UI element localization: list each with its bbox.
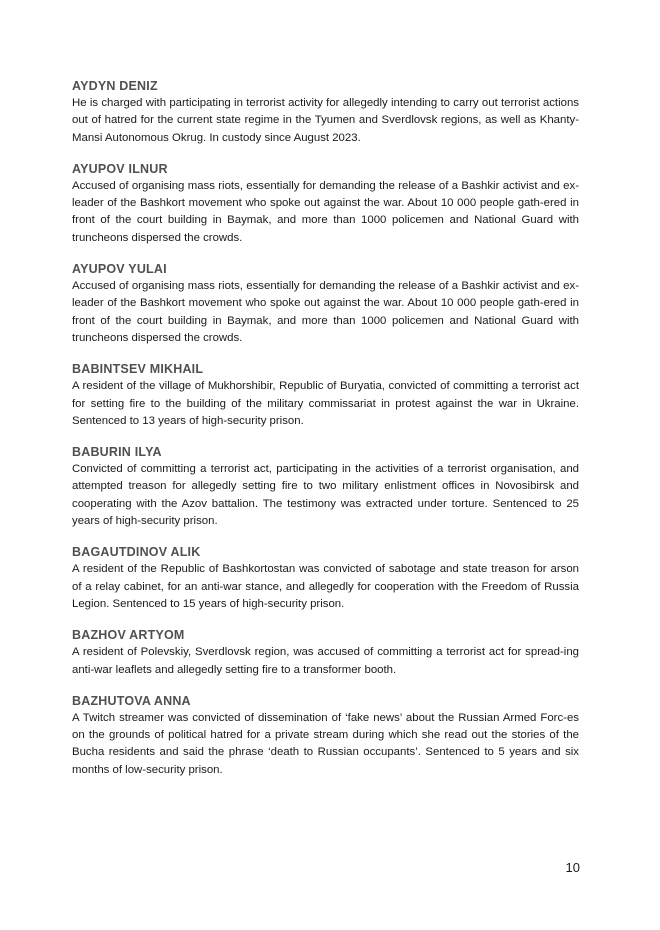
entry-bazhutova-anna [72,693,579,779]
entry-description: He is charged with participating in terrorist activity for allegedly intending to carry out terrorist actions out of hatred for the current state regime in the Tyumen and Sverdlovsk regions, as well as Khanty-Mansi Autonomous Okrug. In custody since August 2023. [72,97,579,144]
entry-name: BABINTSEV MIKHAIL [72,362,204,377]
entry-description: Convicted of committing a terrorist act, participating in the activities of a terrorist organisation, and attempted treason for allegedly setting fire to two military enlistment offices in Novosibirsk and cooperating with the Azov battalion. The testimony was extracted under torture. Sentenced to 25 years of high-security prison. [72,463,579,528]
page-number: 10 [565,860,580,875]
entry-name: AYDYN DENIZ [72,79,158,93]
entry-name: AYUPOV ILNUR [72,161,168,176]
entry-name: BABURIN ILYA [72,445,162,460]
entry-description: Accused of organising mass riots, essentially for demanding the release of a Bashkir activist and ex-leader of the Bashkort movement who spoke out against the war. About 10 000 people gath-ered in front of the court building in Baymak, and more than 1000 policemen and National Guard with truncheons dispersed the crowds. [72,179,579,244]
entry-ayupov-yulai [72,261,579,347]
entry-description: Accused of organising mass riots, essentially for demanding the release of a Bashkir activist and ex-leader of the Bashkort movement who spoke out against the war. About 10 000 people gath-ered in front of the court building in Baymak, and more than 1000 policemen and National Guard with truncheons dispersed the crowds. [72,280,579,344]
entry-bazhov-artyom [72,627,579,679]
entry-babintsev-mikhail [72,361,579,430]
entry-name: BAGAUTDINOV ALIK [72,545,201,560]
entry-description: A resident of Polevskiy, Sverdlovsk region, was accused of committing a terrorist act for spread-ing anti-war leaflets and allegedly setting fire to a transformer booth. [72,646,579,676]
entry-name: BAZHOV ARTYOM [72,628,185,643]
entry-description: A resident of the Republic of Bashkortostan was convicted of sabotage and state treason for arson of a relay cabinet, for an anti-war stance, and allegedly for cooperation with the Freedom of Russia Legion. Sentenced to 15 years of high-security prison. [72,563,579,610]
entry-description: A Twitch streamer was convicted of dissemination of ‘fake news’ about the Russian Armed Forc-es on the grounds of political hatred for a private stream during which she read out the stories of the Bucha residents and said the phrase ‘death to Russian occupants’. Sentenced to 5 years and six months of low-security prison. [72,711,579,776]
document-body [72,78,579,793]
entry-bagautdinov-alik [72,544,579,613]
entry-aydyn-deniz [72,78,579,147]
entry-name: BAZHUTOVA ANNA [72,693,191,708]
entry-ayupov-ilnur [72,161,579,247]
entry-name: AYUPOV YULAI [72,262,167,277]
entry-description: A resident of the village of Mukhorshibir, Republic of Buryatia, convicted of committing a terrorist act for setting fire to the building of the military commissariat in protest against the war in Ukraine. Sentenced to 13 years of high-security prison. [72,380,579,427]
entry-baburin-ilya [72,444,579,530]
